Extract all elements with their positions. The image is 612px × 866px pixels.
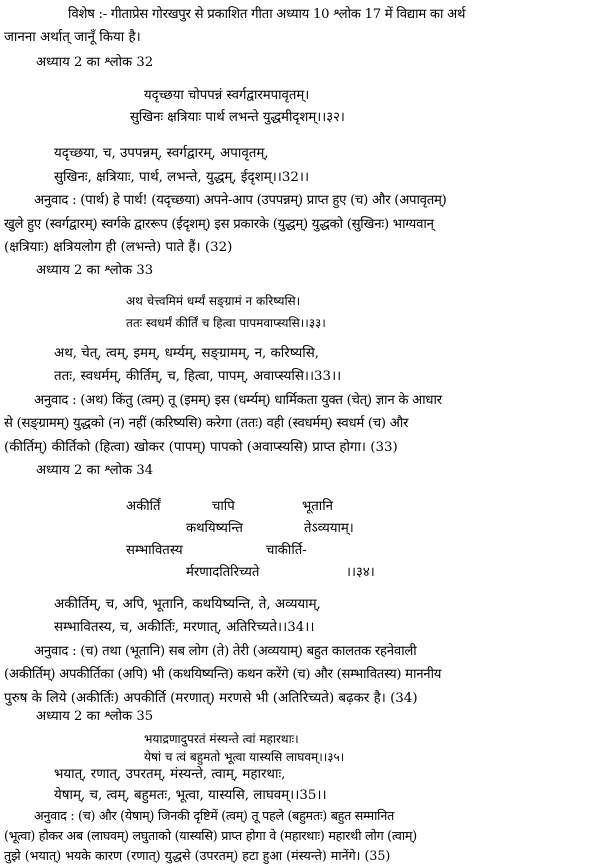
translation-line: अनुवाद : (च) और (येषाम्) जिनकी दृष्टिमें (त्वम्) तू पहले (बहुमतः) बहुत सम्मानित <box>34 808 395 823</box>
verse-fragment: चापि <box>212 499 235 514</box>
word-split-line: भयात्, रणात्, उपरतम्, मंस्यन्ते, त्वाम्, महारथाः, <box>54 767 286 782</box>
shloka-heading: अध्याय 2 का श्लोक 33 <box>36 263 154 278</box>
verse-fragment: अकीर्तिं <box>126 499 161 514</box>
translation-line: से (सङ्ग्रामम्) युद्धको (न) नहीं (करिष्यसि) करेगा (ततः) वही (स्वधर्मम्) स्वधर्म (च) और <box>4 416 409 431</box>
translation-line: (कीर्तिम्) कीर्तिको (हित्वा) खोकर (पापम्) पापको (अवाप्स्यसि) प्राप्त होगा। (33) <box>4 440 398 455</box>
verse-fragment: ।।३४। <box>346 565 375 580</box>
verse-line: येषां च त्वं बहुमतो भूत्वा यास्यसि लाघवम्।।३५। <box>144 750 345 764</box>
verse-fragment: सम्भावितस्य <box>126 543 183 558</box>
word-split-line: येषाम्, च, त्वम्, बहुमतः, भूत्वा, यास्यसि, लाघवम्।।35।। <box>54 788 327 803</box>
word-split-line: यदृच्छया, च, उपपन्नम्, स्वर्गद्वारम्, अपावृतम्, <box>54 146 269 161</box>
verse-line: यदृच्छया चोपपन्नं स्वर्गद्वारमपावृतम्। <box>144 88 310 103</box>
note-line: जानना अर्थात् जानूँ किया है। <box>4 30 141 45</box>
shloka-heading: अध्याय 2 का श्लोक 34 <box>36 463 154 478</box>
translation-line: (भूत्वा) होकर अब (लाघवम्) लघुताको (यास्यसि) प्राप्त होगा वे (महारथाः) महारथी लोग (त्वाम्) <box>4 828 417 843</box>
verse-fragment: भूतानि <box>302 499 333 514</box>
word-split-line: अकीर्तिम्, च, अपि, भूतानि, कथयिष्यन्ति, ते, अव्ययाम्, <box>54 597 321 612</box>
word-split-line: ततः, स्वधर्मम्, कीर्तिम्, च, हित्वा, पापम्, अवाप्स्यसि।।33।। <box>54 369 342 384</box>
translation-line: अनुवाद : (पार्थ) हे पार्थ! (यदृच्छया) अपने-आप (उपपन्नम्) प्राप्त हुए (च) और (अपावृतम्) <box>34 193 447 208</box>
verse-line: भयाद्रणादुपरतं मंस्यन्ते त्वां महारथाः। <box>144 732 299 746</box>
verse-fragment: चाकीर्ति- <box>266 543 307 558</box>
word-split-line: अथ, चेत्, त्वम्, इमम्, धर्म्यम्, सङ्ग्रामम्, न, करिष्यसि, <box>54 346 320 361</box>
verse-fragment: र्मरणादतिरिच्यते <box>186 565 260 580</box>
verse-line: अथ चेत्त्वमिमं धर्म्यं सङ्ग्रामं न करिष्यसि। <box>126 294 301 308</box>
translation-line: अनुवाद : (अथ) किंतु (त्वम्) तू (इमम्) इस (धर्म्यम्) धार्मिकता युक्त (चेत्) ज्ञान के आधार <box>34 393 442 408</box>
translation-line: (क्षत्रियाः) क्षत्रियलोग ही (लभन्ते) पाते हैं। (32) <box>4 240 233 255</box>
word-split-line: सुखिनः, क्षत्रियाः, पार्थ, लभन्ते, युद्धम्, ईदृशम्।।32।। <box>54 170 310 185</box>
translation-line: तुझे (भयात्) भयके कारण (रणात्) युद्धसे (उपरतम्) हटा हुआ (मंस्यन्ते) मानेंगे। (35) <box>4 848 391 863</box>
note-line: विशेष :- गीताप्रेस गोरखपुर से प्रकाशित गीता अध्याय 10 श्लोक 17 में विद्याम का अर्थ <box>68 7 466 22</box>
verse-fragment: कथयिष्यन्ति <box>186 521 243 536</box>
verse-line: सुखिनः क्षत्रियाः पार्थ लभन्ते युद्धमीदृशम्।।३२। <box>130 110 345 125</box>
shloka-heading: अध्याय 2 का श्लोक 35 <box>36 709 154 724</box>
shloka-heading: अध्याय 2 का श्लोक 32 <box>36 55 154 70</box>
translation-line: (अकीर्तिम्) अपकीर्तिका (अपि) भी (कथयिष्यन्ति) कथन करेंगे (च) और (सम्भावितस्य) माननीय <box>4 667 442 682</box>
translation-line: पुरुष के लिये (अकीर्तिः) अपकीर्ति (मरणात्) मरणसे भी (अतिरिच्यते) बढ़कर है। (34) <box>4 691 418 706</box>
verse-fragment: तेऽव्ययाम्। <box>304 521 354 536</box>
translation-line: अनुवाद : (च) तथा (भूतानि) सब लोग (ते) तेरी (अव्ययाम्) बहुत कालतक रहनेवाली <box>34 644 417 659</box>
verse-line: ततः स्वधर्मं कीर्तिं च हित्वा पापमवाप्स्यसि।।३३। <box>126 316 326 330</box>
translation-line: खुले हुए (स्वर्गद्वारम्) स्वर्गके द्वाररूप (ईदृशम्) इस प्रकारके (युद्धम्) युद्धको (सुखिनः) भाग्यवान् <box>4 217 434 232</box>
word-split-line: सम्भावितस्य, च, अकीर्तिः, मरणात्, अतिरिच्यते।।34।। <box>54 620 315 635</box>
